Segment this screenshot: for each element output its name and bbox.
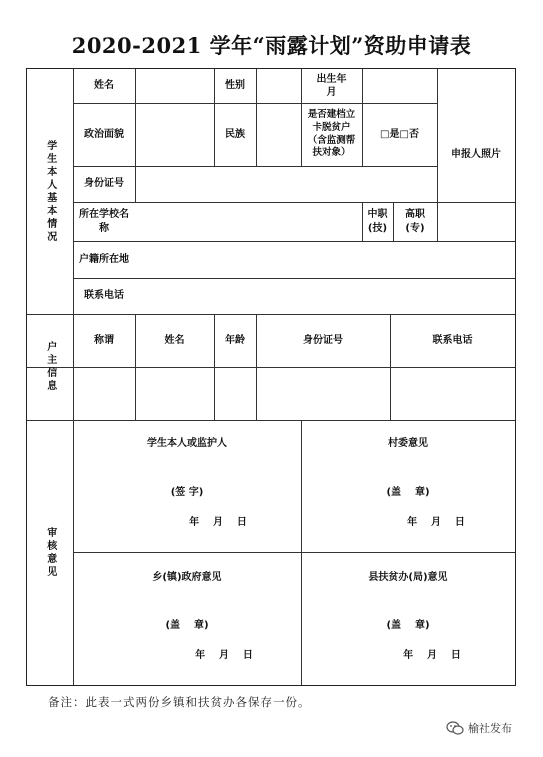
review-township-sign: (盖 章) bbox=[165, 620, 209, 632]
section-review-label: 审核意见 bbox=[44, 526, 56, 579]
householder-name-field[interactable] bbox=[135, 367, 214, 420]
review-student[interactable] bbox=[73, 420, 301, 552]
label-ethnicity: 民族 bbox=[225, 128, 245, 140]
section-householder-label: 户主信息 bbox=[44, 341, 56, 393]
phone-field[interactable] bbox=[135, 278, 515, 314]
householder-id-field[interactable] bbox=[256, 367, 390, 420]
section-basic-info-label: 学生本人基本情况 bbox=[44, 139, 56, 244]
section-basic-info bbox=[27, 69, 73, 314]
review-county[interactable] bbox=[301, 552, 515, 685]
gender-field[interactable] bbox=[256, 69, 301, 103]
form-title: 2020-2021 学年“雨露计划”资助申请表 bbox=[71, 33, 472, 58]
household-location-field[interactable] bbox=[135, 241, 515, 278]
school-name-field[interactable] bbox=[135, 202, 362, 241]
review-township[interactable] bbox=[73, 552, 301, 685]
footnote: 备注：此表一式两份乡镇和扶贫办各保存一份。 bbox=[48, 695, 311, 709]
id-number-field[interactable] bbox=[135, 166, 437, 202]
label-birth: 出生年月 bbox=[316, 73, 347, 98]
review-county-date: 年 月 日 bbox=[403, 650, 461, 662]
review-student-title: 学生本人或监护人 bbox=[147, 438, 227, 450]
poverty-file-checkbox[interactable]: □是□否 bbox=[380, 128, 419, 140]
review-village-title: 村委意见 bbox=[388, 438, 428, 450]
householder-header-name: 姓名 bbox=[164, 334, 185, 346]
label-poverty-file: 是否建档立卡脱贫户（含监测帮扶对象） bbox=[307, 108, 356, 159]
householder-phone-field[interactable] bbox=[390, 367, 515, 420]
householder-relation-field[interactable] bbox=[73, 367, 135, 420]
review-village[interactable] bbox=[301, 420, 515, 552]
watermark bbox=[446, 720, 512, 736]
review-township-title: 乡(镇)政府意见 bbox=[152, 572, 222, 584]
section-review bbox=[27, 420, 73, 685]
application-form-table bbox=[26, 68, 516, 686]
review-village-sign: (盖 章) bbox=[386, 487, 430, 499]
householder-age-field[interactable] bbox=[214, 367, 256, 420]
label-name: 姓名 bbox=[94, 80, 114, 92]
label-phone: 联系电话 bbox=[84, 290, 124, 302]
review-county-sign: (盖 章) bbox=[386, 620, 430, 632]
review-township-date: 年 月 日 bbox=[195, 650, 253, 662]
political-status-field[interactable] bbox=[135, 103, 214, 166]
birth-field[interactable] bbox=[362, 69, 437, 103]
watermark-text: 榆社发布 bbox=[468, 722, 512, 735]
label-household-location: 户籍所在地 bbox=[79, 253, 129, 265]
ethnicity-field[interactable] bbox=[256, 103, 301, 166]
name-field[interactable] bbox=[135, 69, 214, 103]
wechat-icon bbox=[446, 721, 464, 736]
option-vocational-higher[interactable]: 高职(专) bbox=[405, 209, 425, 234]
review-student-sign: (签 字) bbox=[170, 487, 204, 499]
label-school-name: 所在学校名称 bbox=[79, 209, 129, 234]
label-political-status: 政治面貌 bbox=[84, 128, 124, 140]
householder-header-age: 年龄 bbox=[225, 334, 245, 346]
photo-box[interactable]: 申报人照片 bbox=[451, 149, 501, 161]
review-village-date: 年 月 日 bbox=[407, 517, 465, 529]
label-id-number: 身份证号 bbox=[84, 178, 124, 190]
section-householder bbox=[27, 314, 73, 420]
review-student-date: 年 月 日 bbox=[189, 517, 247, 529]
householder-header-relation: 称谓 bbox=[94, 334, 114, 346]
householder-header-phone: 联系电话 bbox=[432, 334, 473, 346]
label-gender: 性别 bbox=[225, 80, 245, 92]
option-vocational-secondary[interactable]: 中职(技) bbox=[367, 209, 388, 234]
householder-header-id: 身份证号 bbox=[303, 334, 343, 346]
review-county-title: 县扶贫办(局)意见 bbox=[368, 572, 448, 584]
